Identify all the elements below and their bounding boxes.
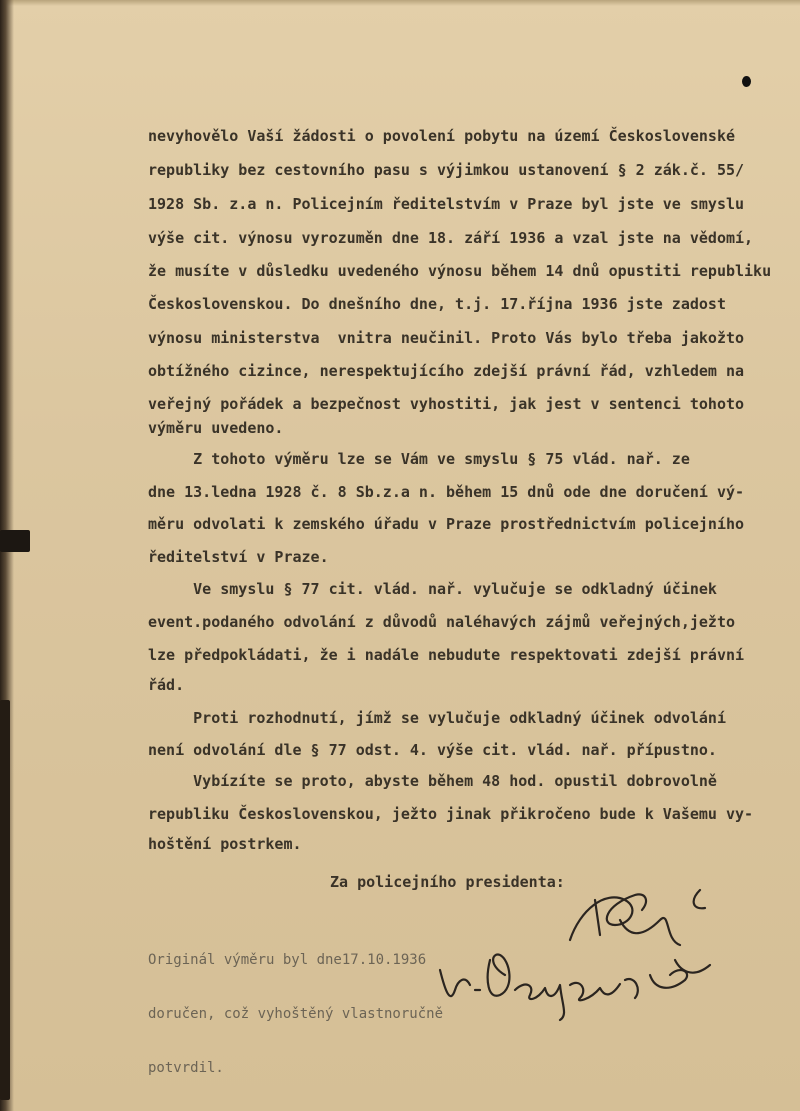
text-line: event.podaného odvolání z důvodů naléhavých zájmů veřejných,ježto xyxy=(148,613,735,631)
delivery-note xyxy=(148,915,443,1111)
text-line: výměru uvedeno. xyxy=(148,419,284,437)
text-line: výše cit. výnosu vyrozuměn dne 18. září 1936 a vzal jste na vědomí, xyxy=(148,229,754,247)
text-line: republiky bez cestovního pasu s výjimkou ustanovení § 2 zák.č. 55/ xyxy=(148,161,745,179)
dark-binding-edge xyxy=(0,700,10,1100)
text-line: Československou. Do dnešního dne, t.j. 17.října 1936 jste zadost xyxy=(148,295,726,313)
text-line: nevyhovělo Vaší žádosti o povolení pobytu na území Československé xyxy=(148,127,735,145)
text-line: obtížného cizince, nerespektujícího zdejší právní řád, vzhledem na xyxy=(148,362,745,380)
text-line: 1928 Sb. z.a n. Policejním ředitelstvím v Praze byl jste ve smyslu xyxy=(148,195,745,213)
text-line: Ve smyslu § 77 cit. vlád. nař. vylučuje se odkladný účinek xyxy=(148,580,717,598)
text-line: veřejný pořádek a bezpečnost vyhostiti, jak jest v sentenci tohoto xyxy=(148,395,745,413)
text-line: Z tohoto výměru lze se Vám ve smyslu § 75 vlád. nař. ze xyxy=(148,450,690,468)
text-line: výnosu ministerstva vnitra neučinil. Proto Vás bylo třeba jakožto xyxy=(148,329,745,347)
note-line: potvrdil. xyxy=(148,1060,224,1076)
handwritten-signature xyxy=(430,880,730,1030)
text-line: republiku Československou, ježto jinak přikročeno bude k Vašemu vy- xyxy=(148,805,754,823)
text-line: lze předpokládati, že i nadále nebudute respektovati zdejší právní xyxy=(148,646,745,664)
text-line: ředitelství v Praze. xyxy=(148,548,329,566)
text-line: že musíte v důsledku uvedeného výnosu během 14 dnů opustiti republiku xyxy=(148,262,772,280)
punch-hole xyxy=(742,76,751,87)
text-line: Vybízíte se proto, abyste během 48 hod. opustil dobrovolně xyxy=(148,772,717,790)
text-line: měru odvolati k zemského úřadu v Praze prostřednictvím policejního xyxy=(148,515,745,533)
text-line: hoštění postrkem. xyxy=(148,835,302,853)
text-line: není odvolání dle § 77 odst. 4. výše cit. vlád. nař. přípustno. xyxy=(148,741,717,759)
note-line: Originál výměru byl dne17.10.1936 xyxy=(148,952,427,968)
page-top-edge xyxy=(0,0,800,6)
note-line: doručen, což vyhoštěný vlastnoručně xyxy=(148,1006,444,1022)
text-line: řád. xyxy=(148,676,185,694)
text-line: Proti rozhodnutí, jímž se vylučuje odkladný účinek odvolání xyxy=(148,709,726,727)
signatory-title: Za policejního presidenta: xyxy=(330,873,565,891)
torn-edge-mark xyxy=(0,530,30,552)
text-line: dne 13.ledna 1928 č. 8 Sb.z.a n. během 15 dnů ode dne doručení vý- xyxy=(148,483,745,501)
